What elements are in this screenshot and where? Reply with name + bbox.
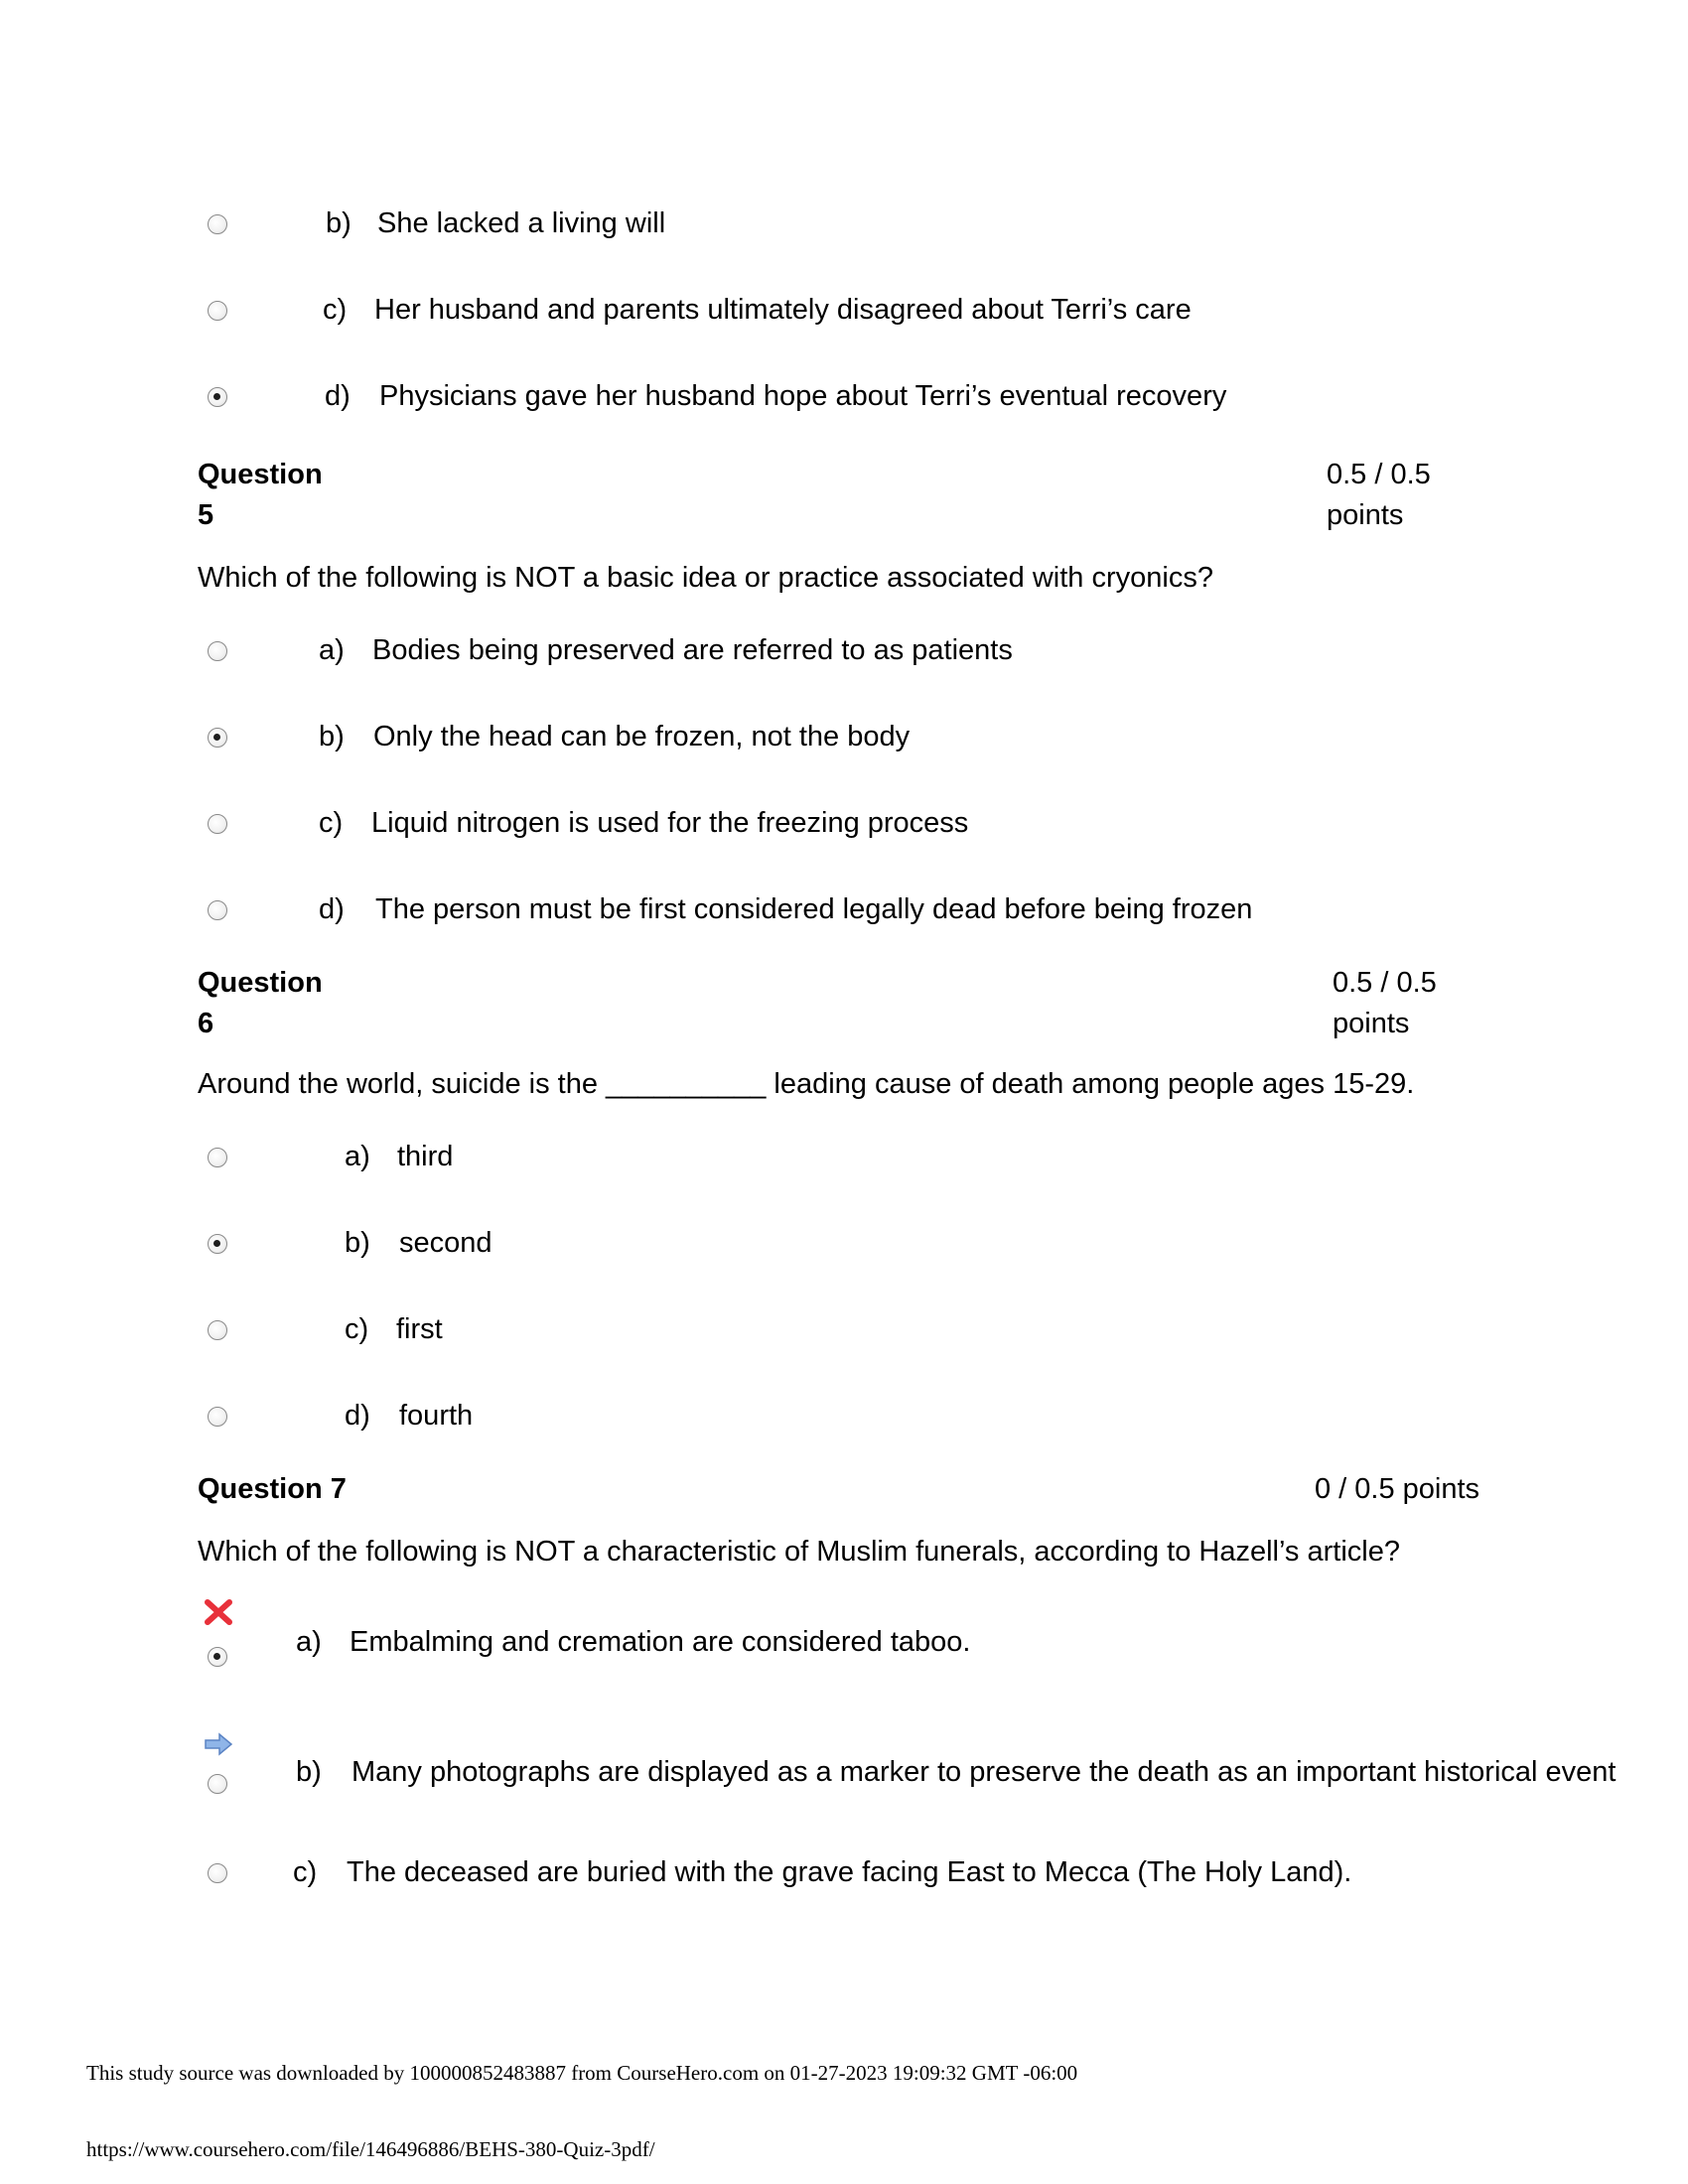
option-letter: c) (319, 807, 344, 839)
q6-option-a[interactable] (204, 1137, 1494, 1186)
option-letter: c) (323, 294, 348, 326)
option-text: fourth (399, 1400, 474, 1432)
q5-option-a[interactable] (204, 630, 1494, 680)
question-7-header (198, 1469, 1488, 1513)
radio-button[interactable] (208, 900, 227, 920)
q5-option-c[interactable] (204, 803, 1494, 853)
option-letter: a) (296, 1626, 322, 1658)
option-letter: d) (325, 380, 351, 412)
q6-option-d[interactable] (204, 1396, 1494, 1445)
question-score: 0.5 / 0.5 points (1327, 459, 1431, 532)
option-text: second (399, 1227, 492, 1259)
q6-option-b[interactable] (204, 1223, 1494, 1273)
radio-button[interactable] (208, 1148, 227, 1167)
option-letter: c) (345, 1313, 369, 1345)
option-letter: b) (345, 1227, 370, 1259)
option-text: Her husband and parents ultimately disagreed about Terri’s care (374, 294, 1192, 326)
question-score: 0.5 / 0.5 points (1333, 967, 1437, 1040)
option-text: Many photographs are displayed as a marker to preserve the death as an important historical event (352, 1756, 1617, 1788)
question-title: Question 5 (198, 459, 323, 532)
option-text: She lacked a living will (377, 207, 666, 239)
radio-button[interactable] (208, 1407, 227, 1427)
radio-button[interactable] (208, 1774, 227, 1794)
radio-button-selected[interactable] (208, 1234, 227, 1254)
option-text: Bodies being preserved are referred to as patients (372, 634, 1013, 666)
source-url[interactable]: https://www.coursehero.com/file/146496886/BEHS-380-Quiz-3pdf/ (86, 2137, 655, 2161)
option-letter: a) (319, 634, 345, 666)
radio-button[interactable] (208, 641, 227, 661)
option-text: Liquid nitrogen is used for the freezing process (371, 807, 969, 839)
option-letter: b) (326, 207, 352, 239)
question-title: Question 7 (198, 1473, 347, 1505)
option-text: first (396, 1313, 443, 1345)
q4-option-b[interactable] (204, 204, 1494, 253)
download-notice: This study source was downloaded by 100000852483887 from CourseHero.com on 01-27-2023 19:09:32 GMT -06:00 (86, 2061, 1078, 2085)
radio-button[interactable] (208, 301, 227, 321)
option-letter: d) (345, 1400, 370, 1432)
question-7-text: Which of the following is NOT a characteristic of Muslim funerals, according to Hazell’s article? (198, 1536, 1400, 1568)
option-letter: d) (319, 893, 345, 925)
radio-button-selected[interactable] (208, 728, 227, 748)
question-6-header (198, 963, 1439, 1046)
q4-option-c[interactable] (204, 290, 1494, 340)
question-title: Question 6 (198, 967, 323, 1040)
question-5-header (198, 455, 1439, 538)
q7-option-c[interactable] (204, 1852, 1494, 1902)
question-6-text: Around the world, suicide is the __________ leading cause of death among people ages 15-29. (198, 1068, 1415, 1100)
radio-button[interactable] (208, 1320, 227, 1340)
q5-option-d[interactable] (204, 889, 1494, 939)
option-text: The deceased are buried with the grave facing East to Mecca (The Holy Land). (347, 1856, 1352, 1888)
option-text: The person must be first considered legally dead before being frozen (375, 893, 1253, 925)
question-score: 0 / 0.5 points (1315, 1473, 1480, 1505)
q7-option-b[interactable] (204, 1730, 1617, 1820)
radio-button[interactable] (208, 214, 227, 234)
radio-button[interactable] (208, 1863, 227, 1883)
option-text: third (397, 1141, 454, 1172)
q4-option-d[interactable] (204, 376, 1494, 426)
incorrect-x-icon (204, 1598, 233, 1626)
radio-button-selected[interactable] (208, 387, 227, 407)
option-letter: a) (345, 1141, 370, 1172)
question-5-text: Which of the following is NOT a basic idea or practice associated with cryonics? (198, 562, 1213, 594)
option-letter: b) (319, 721, 345, 752)
option-letter: c) (293, 1856, 318, 1888)
q6-option-c[interactable] (204, 1309, 1494, 1359)
option-letter: b) (296, 1756, 322, 1788)
option-text: Physicians gave her husband hope about Terri’s eventual recovery (379, 380, 1227, 412)
option-text: Embalming and cremation are considered taboo. (350, 1626, 971, 1658)
radio-button[interactable] (208, 814, 227, 834)
correct-answer-arrow-icon (204, 1730, 233, 1758)
option-text: Only the head can be frozen, not the body (373, 721, 911, 752)
q7-option-a[interactable] (204, 1598, 1494, 1688)
q5-option-b[interactable] (204, 717, 1494, 766)
radio-button-selected[interactable] (208, 1647, 227, 1667)
